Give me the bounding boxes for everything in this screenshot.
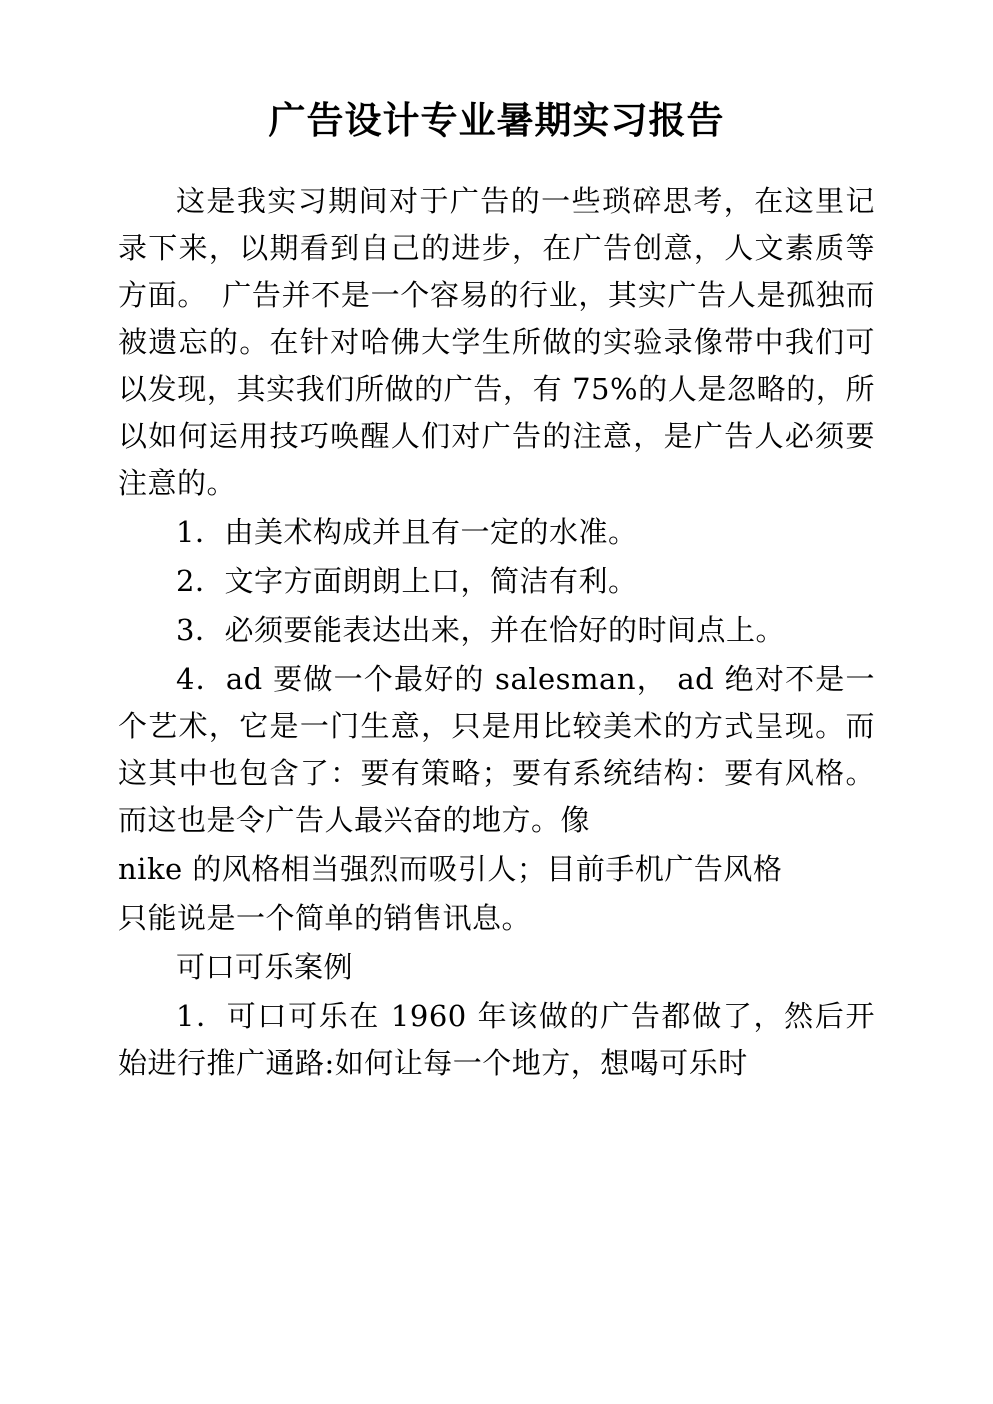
- list-item-1: 1．由美术构成并且有一定的水准。: [176, 514, 638, 549]
- list-item-4: 4．ad 要做一个最好的 salesman， ad 绝对不是一个艺术，它是一门生意，只是用比较美术的方式呈现。而这其中也包含了：要有策略；要有系统结构：要有风格。而这也是令广告人最兴奋的地方。像: [118, 661, 875, 837]
- list-item-4-continued: nike 的风格相当强烈而吸引人；目前手机广告风格: [118, 851, 783, 886]
- list-item-3: 3．必须要能表达出来，并在恰好的时间点上。: [176, 612, 785, 647]
- page-title: 广告设计专业暑期实习报告: [268, 98, 725, 142]
- section-heading-coca-cola-case: 可口可乐案例: [176, 949, 354, 984]
- paragraph-intro: 这是我实习期间对于广告的一些琐碎思考，在这里记录下来，以期看到自己的进步，在广告创意，人文素质等方面。 广告并不是一个容易的行业，其实广告人是孤独而被遗忘的。在针对哈佛大学生所做的实验录像带中我们可以发现，其实我们所做的广告，有 75%的人是忽略的，所以如何运用技巧唤醒人们对广告的注意，是广告人必须要注意的。: [118, 184, 875, 500]
- list-item-2: 2．文字方面朗朗上口，简洁有利。: [176, 563, 638, 598]
- case-list-item-1: 1．可口可乐在 1960 年该做的广告都做了，然后开始进行推广通路:如何让每一个地方，想喝可乐时: [118, 998, 875, 1080]
- list-item-4-continued-2: 只能说是一个简单的销售讯息。: [118, 900, 532, 935]
